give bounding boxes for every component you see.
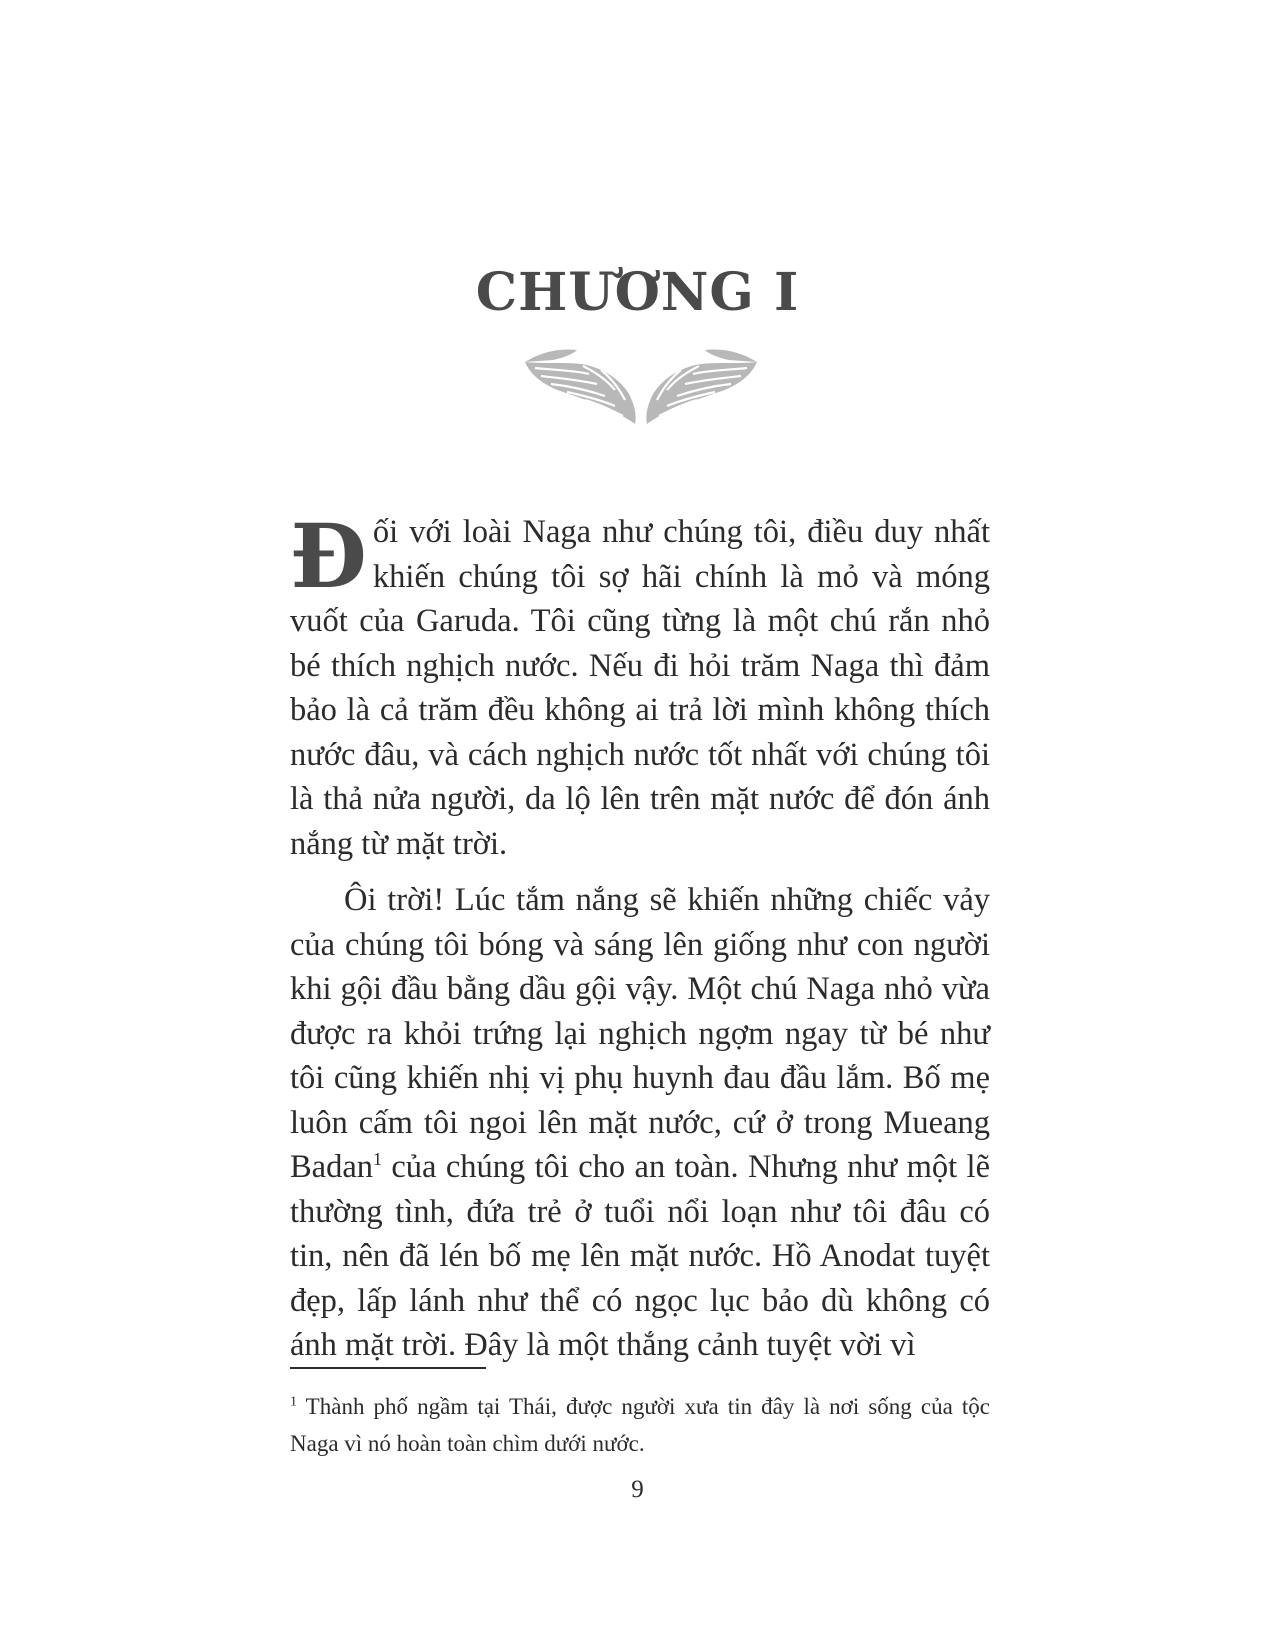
wings-icon [523, 342, 759, 430]
paragraph-1-text: ối với loài Naga như chúng tôi, điều duy nhất khiến chúng tôi sợ hãi chính là mỏ và móng vuốt của Garuda. Tôi cũng từng là một chú rắn nhỏ bé thích nghịch nước. Nếu đi hỏi trăm Naga thì đảm bảo là cả trăm đều không ai trả lời mình không thích nước đâu, và cách nghịch nước tốt nhất với chúng tôi là thả nửa người, da lộ lên trên mặt nước để đón ánh nắng từ mặt trời. [290, 514, 990, 862]
page-number: 9 [631, 1476, 644, 1503]
footnote [290, 1388, 990, 1462]
footnote-reference: 1 [373, 1149, 383, 1170]
paragraph-2-text-end: của chúng tôi cho an toàn. Nhưng như một lẽ thường tình, đứa trẻ ở tuổi nổi loạn như tôi đâu có tin, nên đã lén bố mẹ lên mặt nước. Hồ Anodat tuyệt đẹp, lấp lánh như thể có ngọc lục bảo dù không có ánh mặt trời. Đây là một thắng cảnh tuyệt vời vì [290, 1149, 990, 1363]
chapter-title: CHƯƠNG I [475, 262, 800, 323]
paragraph-2 [290, 878, 990, 1368]
footnote-marker: 1 [290, 1394, 297, 1410]
drop-cap: Đ [290, 504, 367, 608]
paragraph-1 [290, 504, 990, 866]
paragraph-2-text-start: Ôi trời! Lúc tắm nắng sẽ khiến những chiếc vảy của chúng tôi bóng và sáng lên giống như con người khi gội đầu bằng dầu gội vậy. Một chú Naga nhỏ vừa được ra khỏi trứng lại nghịch ngợm ngay từ bé như tôi cũng khiến nhị vị phụ huynh đau đầu lắm. Bố mẹ luôn cấm tôi ngoi lên mặt nước, cứ ở trong Mueang Badan [290, 882, 990, 1185]
chapter-body [290, 504, 990, 1368]
footnote-text: Thành phố ngầm tại Thái, được người xưa tin đây là nơi sống của tộc Naga vì nó hoàn toàn chìm dưới nước. [290, 1394, 990, 1456]
footnote-divider [290, 1367, 486, 1369]
